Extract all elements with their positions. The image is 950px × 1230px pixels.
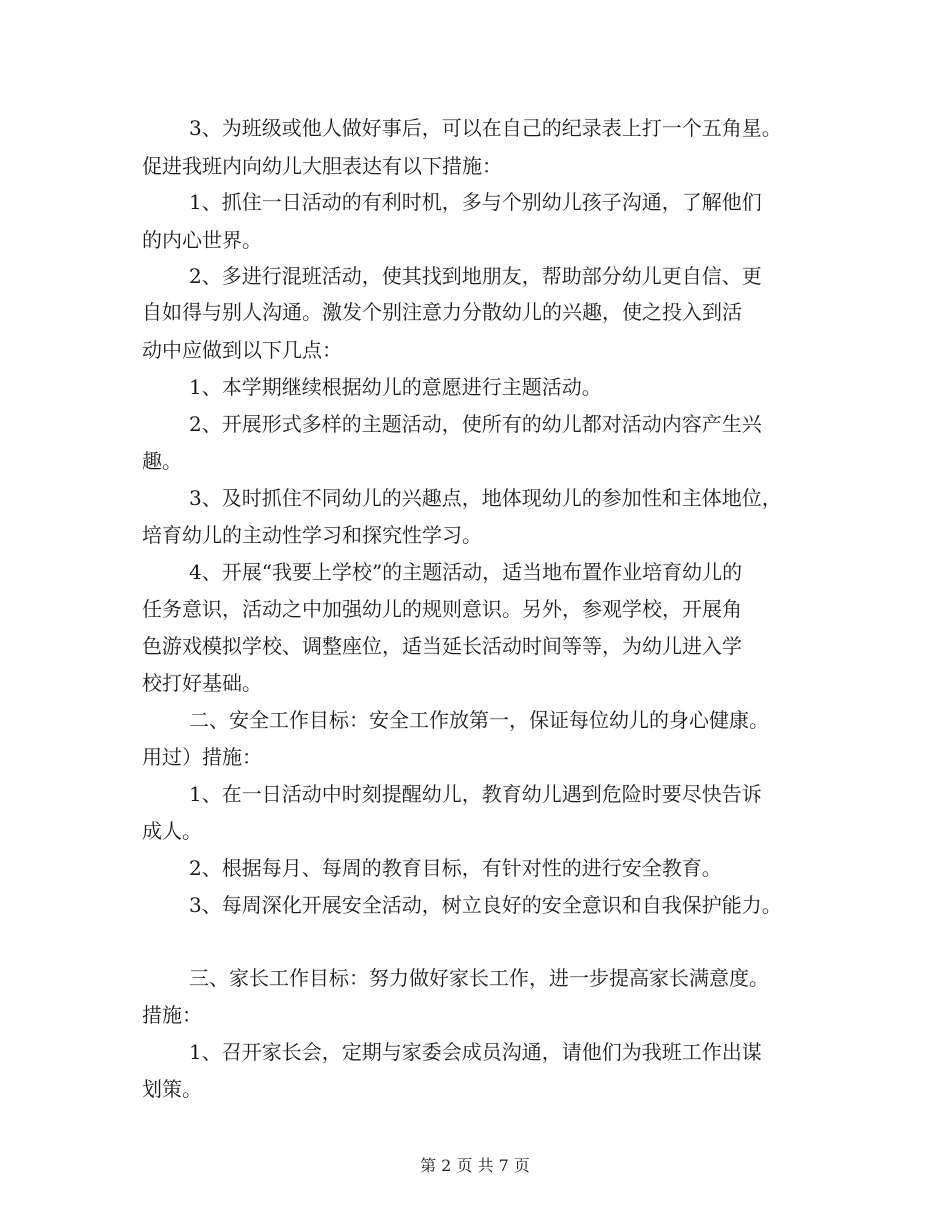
paragraph-line: 4、开展“我要上学校”的主题活动，适当地布置作业培育幼儿的 (189, 560, 743, 584)
section-heading: 三、家长工作目标：努力做好家长工作，进一步提高家长满意度。 (189, 966, 769, 990)
paragraph-line: 2、多进行混班活动，使其找到地朋友，帮助部分幼儿更自信、更 (189, 264, 762, 288)
section-heading: 二、安全工作目标：安全工作放第一，保证每位幼儿的身心健康。 (189, 708, 769, 732)
paragraph-line: 用过）措施： (142, 745, 262, 769)
paragraph-line: 成人。 (142, 819, 202, 843)
paragraph-line: 措施： (142, 1003, 202, 1027)
paragraph-line: 自如得与别人沟通。激发个别注意力分散幼儿的兴趣，使之投入到活 (142, 300, 742, 324)
paragraph-line: 趣。 (142, 449, 182, 473)
paragraph-line: 促进我班内向幼儿大胆表达有以下措施： (142, 154, 502, 178)
paragraph-line: 动中应做到以下几点： (142, 338, 342, 362)
paragraph-line: 划策。 (142, 1077, 202, 1101)
paragraph-line: 3、及时抓住不同幼儿的兴趣点，地体现幼儿的参加性和主体地位， (189, 486, 782, 510)
paragraph-line: 色游戏模拟学校、调整座位，适当延长活动时间等等，为幼儿进入学 (142, 634, 742, 658)
paragraph-line: 1、召开家长会，定期与家委会成员沟通，请他们为我班工作出谋 (189, 1040, 762, 1064)
paragraph-line: 3、每周深化开展安全活动，树立良好的安全意识和自我保护能力。 (189, 893, 782, 917)
paragraph-line: 培育幼儿的主动性学习和探究性学习。 (142, 523, 482, 547)
paragraph-line: 1、在一日活动中时刻提醒幼儿，教育幼儿遇到危险时要尽快告诉 (189, 782, 762, 806)
paragraph-line: 2、根据每月、每周的教育目标，有针对性的进行安全教育。 (189, 856, 722, 880)
paragraph-line: 的内心世界。 (142, 228, 262, 252)
paragraph-line: 任务意识，活动之中加强幼儿的规则意识。另外，参观学校，开展角 (142, 597, 742, 621)
page-number-footer: 第 2 页 共 7 页 (420, 1156, 530, 1175)
paragraph-line: 1、抓住一日活动的有利时机，多与个别幼儿孩子沟通，了解他们 (189, 190, 762, 214)
paragraph-line: 2、开展形式多样的主题活动，使所有的幼儿都对活动内容产生兴 (189, 412, 762, 436)
paragraph-line: 1、本学期继续根据幼儿的意愿进行主题活动。 (189, 375, 602, 399)
paragraph-line: 3、为班级或他人做好事后，可以在自己的纪录表上打一个五角星。 (189, 116, 782, 140)
paragraph-line: 校打好基础。 (142, 671, 262, 695)
